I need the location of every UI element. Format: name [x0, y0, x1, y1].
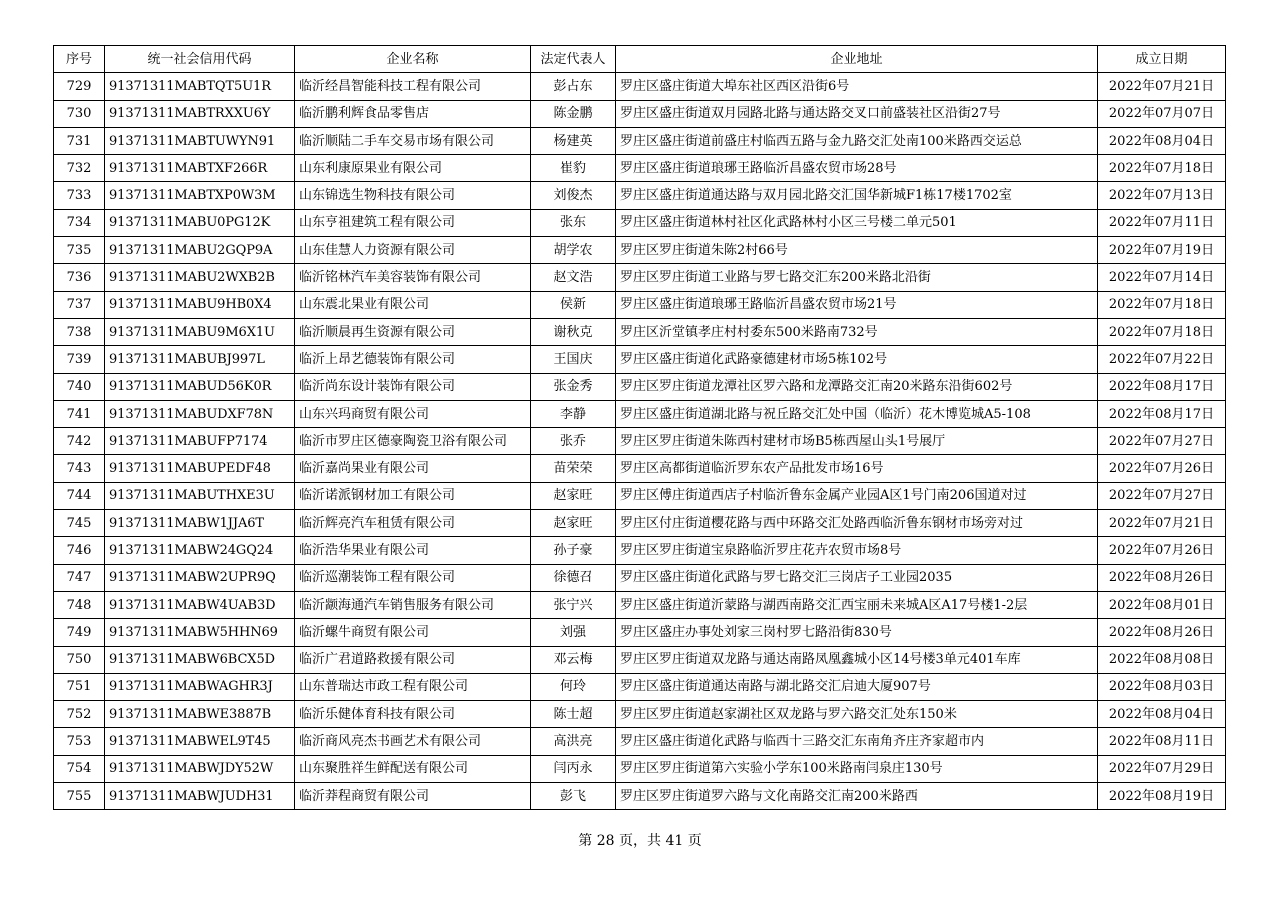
table-row: [54, 701, 1226, 728]
cell-credit-code: 91371311MABW5HHN69: [105, 619, 295, 646]
header-address: 企业地址: [616, 46, 1098, 73]
cell-address: 罗庄区罗庄街道第六实验小学东100米路南闫泉庄130号: [616, 755, 1098, 782]
cell-address: 罗庄区付庄街道樱花路与西中环路交汇处路西临沂鲁东钢材市场旁对过: [616, 510, 1098, 537]
cell-legal-rep: 苗荣荣: [531, 455, 616, 482]
header-credit-code: 统一社会信用代码: [105, 46, 295, 73]
cell-legal-rep: 张东: [531, 209, 616, 236]
cell-seq: 729: [54, 73, 105, 100]
table-row: [54, 400, 1226, 427]
cell-address: 罗庄区罗庄街道宝泉路临沂罗庄花卉农贸市场8号: [616, 537, 1098, 564]
table-row: [54, 182, 1226, 209]
cell-founded-date: 2022年07月14日: [1098, 264, 1226, 291]
cell-address: 罗庄区盛庄街道通达南路与湖北路交汇启迪大厦907号: [616, 673, 1098, 700]
cell-company-name: 临沂辉亮汽车租赁有限公司: [295, 510, 531, 537]
cell-company-name: 临沂螺牛商贸有限公司: [295, 619, 531, 646]
cell-legal-rep: 侯新: [531, 291, 616, 318]
cell-founded-date: 2022年07月11日: [1098, 209, 1226, 236]
header-founded-date: 成立日期: [1098, 46, 1226, 73]
cell-credit-code: 91371311MABUFP7174: [105, 428, 295, 455]
cell-company-name: 山东利康原果业有限公司: [295, 155, 531, 182]
cell-seq: 737: [54, 291, 105, 318]
cell-company-name: 临沂莽程商贸有限公司: [295, 783, 531, 810]
cell-seq: 735: [54, 237, 105, 264]
cell-company-name: 临沂鹏利辉食品零售店: [295, 100, 531, 127]
table-row: [54, 127, 1226, 154]
cell-seq: 751: [54, 673, 105, 700]
cell-company-name: 山东普瑞达市政工程有限公司: [295, 673, 531, 700]
cell-company-name: 临沂诺派钢材加工有限公司: [295, 482, 531, 509]
cell-credit-code: 91371311MABUDXF78N: [105, 400, 295, 427]
cell-seq: 736: [54, 264, 105, 291]
table-row: [54, 619, 1226, 646]
cell-seq: 731: [54, 127, 105, 154]
cell-company-name: 山东锦选生物科技有限公司: [295, 182, 531, 209]
cell-address: 罗庄区盛庄街道湖北路与祝丘路交汇处中国（临沂）花木博览城A5-108: [616, 400, 1098, 427]
cell-company-name: 临沂顺晨再生资源有限公司: [295, 318, 531, 345]
cell-address: 罗庄区罗庄街道龙潭社区罗六路和龙潭路交汇南20米路东沿街602号: [616, 373, 1098, 400]
cell-company-name: 山东兴玛商贸有限公司: [295, 400, 531, 427]
cell-credit-code: 91371311MABU9M6X1U: [105, 318, 295, 345]
table-row: [54, 264, 1226, 291]
enterprise-registry-table: [53, 45, 1226, 810]
table-row: [54, 755, 1226, 782]
cell-credit-code: 91371311MABU0PG12K: [105, 209, 295, 236]
cell-address: 罗庄区盛庄街道琅琊王路临沂昌盛农贸市场21号: [616, 291, 1098, 318]
cell-address: 罗庄区盛庄街道琅琊王路临沂昌盛农贸市场28号: [616, 155, 1098, 182]
cell-founded-date: 2022年07月22日: [1098, 346, 1226, 373]
cell-legal-rep: 彭飞: [531, 783, 616, 810]
cell-company-name: 临沂尚东设计装饰有限公司: [295, 373, 531, 400]
cell-address: 罗庄区盛庄街道前盛庄村临西五路与金九路交汇处南100米路西交运总: [616, 127, 1098, 154]
cell-founded-date: 2022年07月27日: [1098, 428, 1226, 455]
cell-seq: 743: [54, 455, 105, 482]
cell-legal-rep: 张金秀: [531, 373, 616, 400]
cell-address: 罗庄区盛庄街道林村社区化武路林村小区三号楼二单元501: [616, 209, 1098, 236]
cell-seq: 744: [54, 482, 105, 509]
cell-legal-rep: 赵家旺: [531, 510, 616, 537]
table-row: [54, 783, 1226, 810]
table-row: [54, 673, 1226, 700]
cell-seq: 749: [54, 619, 105, 646]
cell-address: 罗庄区罗庄街道朱陈西村建材市场B5栋西屋山头1号展厅: [616, 428, 1098, 455]
cell-founded-date: 2022年08月04日: [1098, 701, 1226, 728]
cell-credit-code: 91371311MABWJDY52W: [105, 755, 295, 782]
cell-address: 罗庄区盛庄街道化武路与临西十三路交汇东南角齐庄齐家超市内: [616, 728, 1098, 755]
cell-legal-rep: 陈金鹏: [531, 100, 616, 127]
cell-credit-code: 91371311MABUD56K0R: [105, 373, 295, 400]
cell-founded-date: 2022年08月08日: [1098, 646, 1226, 673]
cell-founded-date: 2022年07月07日: [1098, 100, 1226, 127]
table-row: [54, 510, 1226, 537]
cell-founded-date: 2022年07月21日: [1098, 73, 1226, 100]
cell-seq: 740: [54, 373, 105, 400]
cell-founded-date: 2022年08月19日: [1098, 783, 1226, 810]
cell-company-name: 临沂广君道路救援有限公司: [295, 646, 531, 673]
header-company-name: 企业名称: [295, 46, 531, 73]
cell-seq: 733: [54, 182, 105, 209]
cell-address: 罗庄区罗庄街道罗六路与文化南路交汇南200米路西: [616, 783, 1098, 810]
cell-legal-rep: 徐德召: [531, 564, 616, 591]
cell-company-name: 山东震北果业有限公司: [295, 291, 531, 318]
table-row: [54, 728, 1226, 755]
cell-credit-code: 91371311MABTQT5U1R: [105, 73, 295, 100]
table-row: [54, 482, 1226, 509]
table-row: [54, 73, 1226, 100]
cell-seq: 741: [54, 400, 105, 427]
table-row: [54, 209, 1226, 236]
cell-address: 罗庄区盛庄街道化武路豪德建材市场5栋102号: [616, 346, 1098, 373]
cell-credit-code: 91371311MABWAGHR3J: [105, 673, 295, 700]
cell-credit-code: 91371311MABU2GQP9A: [105, 237, 295, 264]
cell-founded-date: 2022年07月18日: [1098, 318, 1226, 345]
cell-company-name: 临沂颛海通汽车销售服务有限公司: [295, 591, 531, 618]
table-row: [54, 237, 1226, 264]
cell-company-name: 临沂市罗庄区德豪陶瓷卫浴有限公司: [295, 428, 531, 455]
cell-legal-rep: 杨建英: [531, 127, 616, 154]
cell-company-name: 临沂上昂艺德装饰有限公司: [295, 346, 531, 373]
table-row: [54, 455, 1226, 482]
cell-legal-rep: 胡学农: [531, 237, 616, 264]
table-header-row: [54, 46, 1226, 73]
cell-company-name: 山东佳慧人力资源有限公司: [295, 237, 531, 264]
table-row: [54, 291, 1226, 318]
cell-seq: 734: [54, 209, 105, 236]
table-row: [54, 155, 1226, 182]
cell-legal-rep: 邓云梅: [531, 646, 616, 673]
cell-seq: 755: [54, 783, 105, 810]
cell-company-name: 临沂铭林汽车美容装饰有限公司: [295, 264, 531, 291]
cell-founded-date: 2022年07月27日: [1098, 482, 1226, 509]
cell-seq: 750: [54, 646, 105, 673]
cell-company-name: 临沂巡潮装饰工程有限公司: [295, 564, 531, 591]
page-footer: 第 28 页，共 41 页: [578, 833, 702, 849]
cell-seq: 754: [54, 755, 105, 782]
cell-legal-rep: 王国庆: [531, 346, 616, 373]
cell-credit-code: 91371311MABWJUDH31: [105, 783, 295, 810]
cell-credit-code: 91371311MABWE3887B: [105, 701, 295, 728]
cell-address: 罗庄区罗庄街道工业路与罗七路交汇东200米路北沿街: [616, 264, 1098, 291]
cell-legal-rep: 刘强: [531, 619, 616, 646]
cell-company-name: 山东聚胜祥生鲜配送有限公司: [295, 755, 531, 782]
cell-legal-rep: 孙子豪: [531, 537, 616, 564]
table-row: [54, 318, 1226, 345]
table-row: [54, 100, 1226, 127]
cell-seq: 753: [54, 728, 105, 755]
cell-address: 罗庄区罗庄街道朱陈2村66号: [616, 237, 1098, 264]
cell-seq: 738: [54, 318, 105, 345]
cell-seq: 752: [54, 701, 105, 728]
cell-legal-rep: 彭占东: [531, 73, 616, 100]
cell-legal-rep: 赵文浩: [531, 264, 616, 291]
cell-credit-code: 91371311MABW4UAB3D: [105, 591, 295, 618]
cell-credit-code: 91371311MABUPEDF48: [105, 455, 295, 482]
cell-founded-date: 2022年07月26日: [1098, 537, 1226, 564]
cell-founded-date: 2022年08月26日: [1098, 564, 1226, 591]
cell-address: 罗庄区盛庄街道沂蒙路与湖西南路交汇西宝丽未来城A区A17号楼1-2层: [616, 591, 1098, 618]
cell-credit-code: 91371311MABW1JJA6T: [105, 510, 295, 537]
cell-legal-rep: 张宁兴: [531, 591, 616, 618]
cell-company-name: 山东亨祖建筑工程有限公司: [295, 209, 531, 236]
cell-company-name: 临沂商风亮杰书画艺术有限公司: [295, 728, 531, 755]
cell-founded-date: 2022年08月26日: [1098, 619, 1226, 646]
cell-seq: 748: [54, 591, 105, 618]
cell-address: 罗庄区罗庄街道赵家湖社区双龙路与罗六路交汇处东150米: [616, 701, 1098, 728]
cell-credit-code: 91371311MABTXP0W3M: [105, 182, 295, 209]
cell-credit-code: 91371311MABU9HB0X4: [105, 291, 295, 318]
cell-legal-rep: 刘俊杰: [531, 182, 616, 209]
cell-founded-date: 2022年07月29日: [1098, 755, 1226, 782]
cell-seq: 747: [54, 564, 105, 591]
cell-credit-code: 91371311MABTRXXU6Y: [105, 100, 295, 127]
table-row: [54, 564, 1226, 591]
cell-company-name: 临沂浩华果业有限公司: [295, 537, 531, 564]
cell-legal-rep: 赵家旺: [531, 482, 616, 509]
cell-seq: 732: [54, 155, 105, 182]
cell-founded-date: 2022年08月17日: [1098, 400, 1226, 427]
cell-credit-code: 91371311MABTUWYN91: [105, 127, 295, 154]
cell-address: 罗庄区罗庄街道双龙路与通达南路凤凰鑫城小区14号楼3单元401车库: [616, 646, 1098, 673]
cell-founded-date: 2022年08月03日: [1098, 673, 1226, 700]
cell-company-name: 临沂顺陆二手车交易市场有限公司: [295, 127, 531, 154]
cell-legal-rep: 谢秋克: [531, 318, 616, 345]
cell-address: 罗庄区盛庄街道双月园路北路与通达路交叉口前盛装社区沿街27号: [616, 100, 1098, 127]
cell-address: 罗庄区沂堂镇孝庄村村委东500米路南732号: [616, 318, 1098, 345]
cell-seq: 745: [54, 510, 105, 537]
header-legal-rep: 法定代表人: [531, 46, 616, 73]
cell-credit-code: 91371311MABUTHXE3U: [105, 482, 295, 509]
cell-company-name: 临沂嘉尚果业有限公司: [295, 455, 531, 482]
cell-founded-date: 2022年08月04日: [1098, 127, 1226, 154]
cell-seq: 730: [54, 100, 105, 127]
cell-address: 罗庄区盛庄街道通达路与双月园北路交汇国华新城F1栋17楼1702室: [616, 182, 1098, 209]
cell-credit-code: 91371311MABW24GQ24: [105, 537, 295, 564]
cell-legal-rep: 李静: [531, 400, 616, 427]
cell-credit-code: 91371311MABW2UPR9Q: [105, 564, 295, 591]
cell-company-name: 临沂经昌智能科技工程有限公司: [295, 73, 531, 100]
cell-credit-code: 91371311MABTXF266R: [105, 155, 295, 182]
cell-credit-code: 91371311MABW6BCX5D: [105, 646, 295, 673]
header-seq: 序号: [54, 46, 105, 73]
table-body: [54, 73, 1226, 810]
cell-credit-code: 91371311MABU2WXB2B: [105, 264, 295, 291]
cell-legal-rep: 张乔: [531, 428, 616, 455]
cell-legal-rep: 闫丙永: [531, 755, 616, 782]
table-row: [54, 537, 1226, 564]
cell-address: 罗庄区傅庄街道西店子村临沂鲁东金属产业园A区1号门南206国道对过: [616, 482, 1098, 509]
cell-address: 罗庄区盛庄办事处刘家三岗村罗七路沿街830号: [616, 619, 1098, 646]
cell-founded-date: 2022年08月17日: [1098, 373, 1226, 400]
table-row: [54, 373, 1226, 400]
cell-legal-rep: 崔豹: [531, 155, 616, 182]
cell-credit-code: 91371311MABWEL9T45: [105, 728, 295, 755]
cell-founded-date: 2022年07月18日: [1098, 291, 1226, 318]
table-row: [54, 646, 1226, 673]
cell-address: 罗庄区盛庄街道大埠东社区西区沿街6号: [616, 73, 1098, 100]
cell-founded-date: 2022年07月21日: [1098, 510, 1226, 537]
cell-founded-date: 2022年08月01日: [1098, 591, 1226, 618]
table-row: [54, 346, 1226, 373]
cell-address: 罗庄区高都街道临沂罗东农产品批发市场16号: [616, 455, 1098, 482]
cell-founded-date: 2022年07月13日: [1098, 182, 1226, 209]
cell-credit-code: 91371311MABUBJ997L: [105, 346, 295, 373]
cell-company-name: 临沂乐健体育科技有限公司: [295, 701, 531, 728]
table-row: [54, 428, 1226, 455]
cell-legal-rep: 高洪亮: [531, 728, 616, 755]
cell-seq: 739: [54, 346, 105, 373]
cell-founded-date: 2022年07月19日: [1098, 237, 1226, 264]
cell-founded-date: 2022年07月26日: [1098, 455, 1226, 482]
cell-seq: 742: [54, 428, 105, 455]
cell-seq: 746: [54, 537, 105, 564]
cell-legal-rep: 何玲: [531, 673, 616, 700]
cell-founded-date: 2022年07月18日: [1098, 155, 1226, 182]
cell-address: 罗庄区盛庄街道化武路与罗七路交汇三岗店子工业园2035: [616, 564, 1098, 591]
cell-founded-date: 2022年08月11日: [1098, 728, 1226, 755]
table-row: [54, 591, 1226, 618]
cell-legal-rep: 陈士超: [531, 701, 616, 728]
